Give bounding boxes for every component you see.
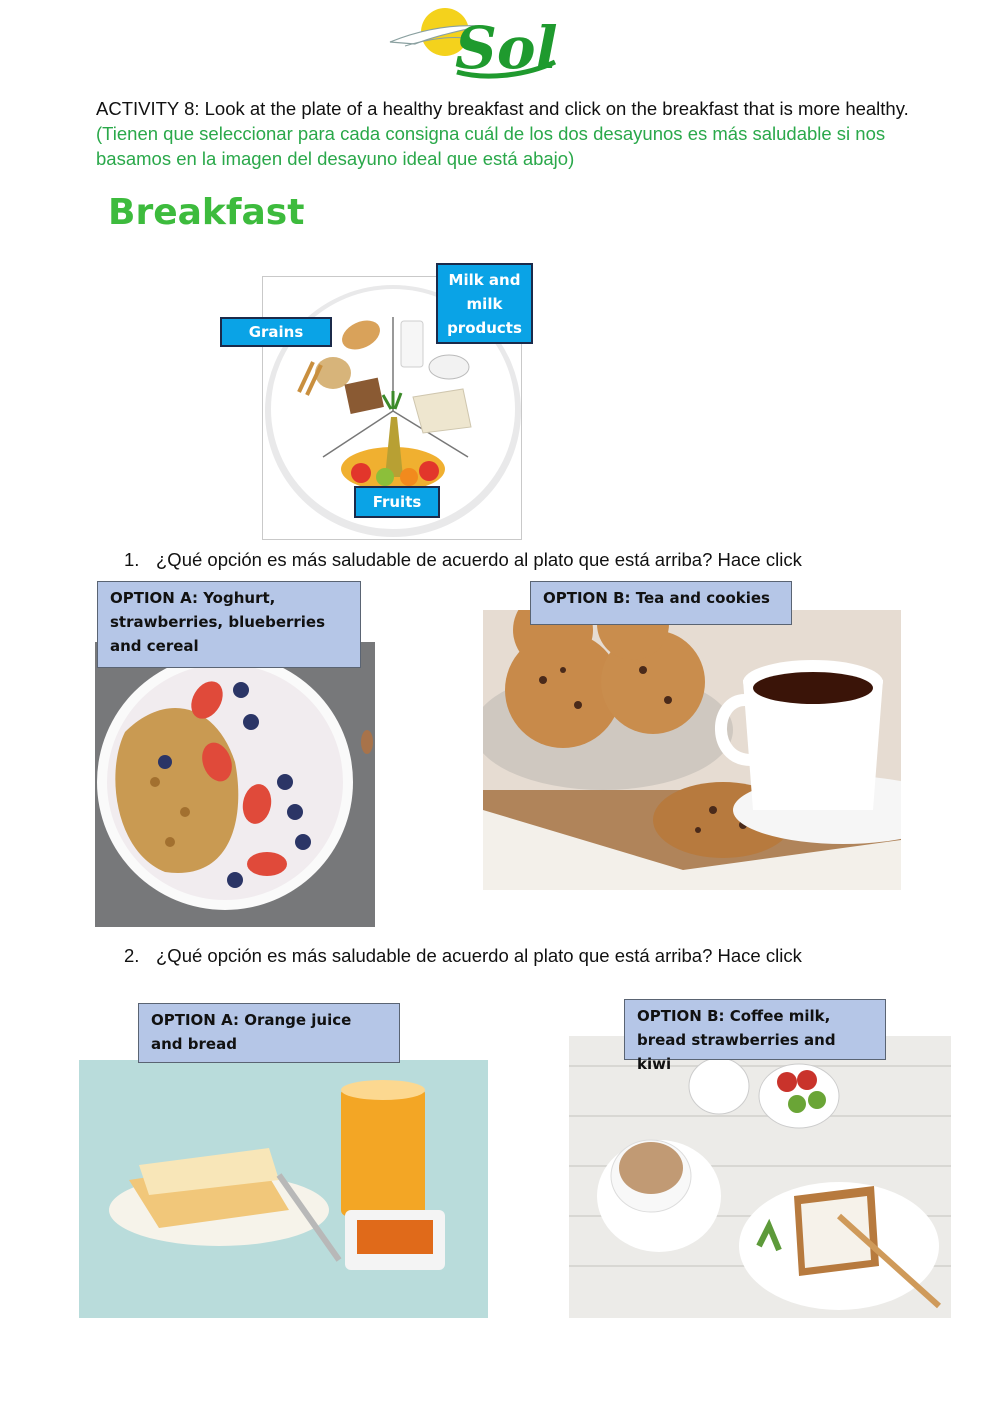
q1-option-b-button[interactable] [530,581,792,625]
q2-option-b-button[interactable] [624,999,886,1073]
instructions-main: ACTIVITY 8: Look at the plate of a healthy breakfast and click on the breakfast that is more healthy. [96,98,909,119]
q2-option-a-button[interactable] [138,1003,400,1063]
q1-option-a-image[interactable] [95,642,375,927]
grains-label: Grains [220,317,332,347]
question-number: 1. [124,549,140,570]
q1-option-a-button[interactable] [97,581,361,668]
question-1 [124,549,802,571]
page-title: Breakfast [108,192,305,233]
question-2 [124,945,802,967]
instructions-spanish: (Tienen que seleccionar para cada consigna cuál de los dos desayunos es más saludable si nos basamos en la imagen del desayuno ideal que está abajo) [96,123,886,169]
q1-option-b-image[interactable] [483,610,901,890]
question-text: ¿Qué opción es más saludable de acuerdo al plato que está arriba? Hace click [156,549,802,570]
svg-text:Sol: Sol [455,14,558,82]
milk-label: Milk and milk products [436,263,533,344]
q2-option-b-image[interactable] [569,1036,951,1318]
q1-option-a-label: OPTION A: Yoghurt, strawberries, blueberries and cereal [110,589,326,655]
q2-option-b-label: OPTION B: Coffee milk, bread strawberries and kiwi [637,1007,836,1073]
sol-logo [385,2,565,84]
activity-instructions [96,96,916,171]
q2-option-a-image[interactable] [79,1060,488,1318]
fruits-label: Fruits [354,486,440,518]
q2-option-a-label: OPTION A: Orange juice and bread [151,1011,352,1053]
question-number: 2. [124,945,140,966]
q1-option-b-label: OPTION B: Tea and cookies [543,589,770,607]
question-text: ¿Qué opción es más saludable de acuerdo al plato que está arriba? Hace click [156,945,802,966]
